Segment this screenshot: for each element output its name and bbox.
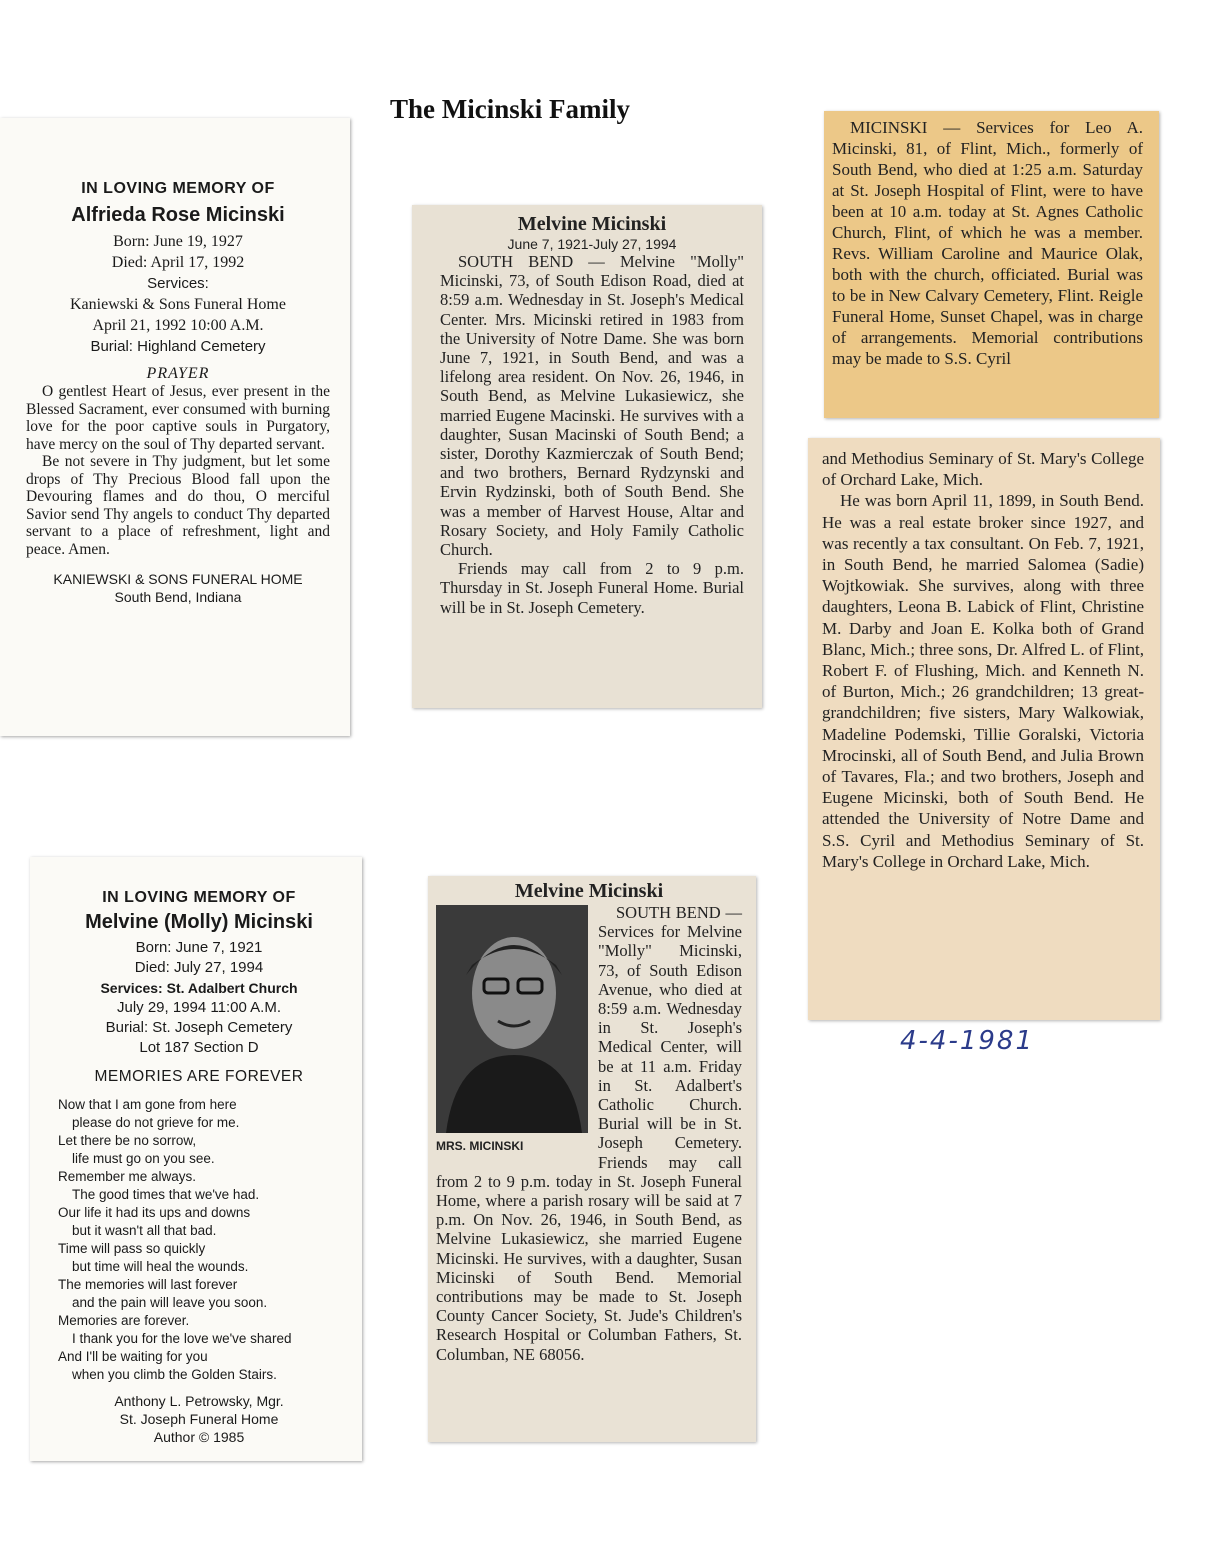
clipping-dates: June 7, 1921-July 27, 1994 [507,236,677,252]
poem [50,1096,348,1384]
card-name: Alfrieda Rose Micinski [71,204,285,226]
poem-line: The memories will last forever [58,1277,238,1292]
clipping-paragraph: and Methodius Seminary of St. Mary's College of Orchard Lake, Mich. [822,449,1144,490]
clipping-paragraph: Friends may call from 2 to 9 p.m. Thursday in St. Joseph Funeral Home. Burial will be in St. Joseph Cemetery. [440,559,744,617]
card-name: Melvine (Molly) Micinski [85,911,313,933]
poem-line: when you climb the Golden Stairs. [72,1367,277,1382]
poem-line: Now that I am gone from here [58,1097,237,1112]
memories-title: MEMORIES ARE FOREVER [94,1068,304,1085]
clipping-headline: Melvine Micinski [517,213,667,235]
page-title: The Micinski Family [389,94,630,124]
card-died: Died: July 27, 1994 [134,959,264,976]
poem-line: please do not grieve for me. [72,1115,240,1130]
clipping-body [436,903,742,1364]
card-burial: Burial: Highland Cemetery [90,338,266,355]
poem-line: I thank you for the love we've shared [72,1331,292,1346]
funeral-home-city: South Bend, Indiana [114,589,242,605]
poem-line: Let there be no sorrow, [58,1133,197,1148]
obituary-clipping-melvine-1 [412,205,762,708]
portrait-photo [436,905,588,1133]
poem-line: Memories are forever. [58,1313,190,1328]
poem-line: Our life it had its ups and downs [58,1205,251,1220]
card-burial: Burial: St. Joseph Cemetery [105,1019,293,1036]
clipping-body [822,448,1144,872]
portrait [436,905,588,1156]
prayer-paragraph: Be not severe in Thy judgment, but let some drops of Thy Precious Blood fall upon the Devouring flames and do thou, O merciful Savior send Thy angels to conduct Thy departed servant to a place of refreshment, light and peace. Amen. [26,453,330,558]
card-footer [26,570,330,606]
clipping-body [832,117,1143,369]
card-born: Born: June 7, 1921 [135,939,263,956]
clipping-paragraph: SOUTH BEND — Melvine "Molly" Micinski, 73, of South Edison Road, died at 8:59 a.m. Wednesday in St. Joseph's Medical Center. Mrs. Micinski retired in 1983 from the University of Notre Dame. She was born June 7, 1921, in South Bend, and was a lifelong area resident. On Nov. 26, 1946, in South Bend, as Melvine Lukasiewicz, she married Eugene Macinski. He survives with a daughter, Susan Macinski of South Bend; a sister, Dorothy Kazmierczak of South Bend; and two brothers, Bernard Rydzynski and Ervin Rydzinski, both of South Bend. She was a member of Harvest House, Altar and Rosary Society, and Holy Family Catholic Church. [440,252,744,560]
card-heading: IN LOVING MEMORY OF [102,889,296,906]
card-services-time: April 21, 1992 10:00 A.M. [92,317,264,334]
card-services-place: Kaniewski & Sons Funeral Home [70,296,286,313]
portrait-caption: MRS. MICINSKI [436,1139,524,1153]
poem-line: life must go on you see. [72,1151,215,1166]
poem-line: and the pain will leave you soon. [72,1295,268,1310]
author-line: Author © 1985 [153,1429,245,1445]
poem-line: Remember me always. [58,1169,197,1184]
prayer-text [26,383,330,558]
poem-line: but it wasn't all that bad. [72,1223,217,1238]
poem-line: Time will pass so quickly [58,1241,206,1256]
obituary-clipping-leo-2 [808,438,1160,1020]
memorial-card-alfrieda [0,118,350,736]
card-heading: IN LOVING MEMORY OF [81,180,275,197]
prayer-paragraph: O gentlest Heart of Jesus, ever present in the Blessed Sacrament, ever consumed with burning love for the poor captive souls in Purgatory, have mercy on the soul of Thy departed servant. [26,383,330,453]
handwritten-date: 4-4-1981 [900,1026,1035,1056]
card-services-label: Services: [147,275,209,292]
card-lot: Lot 187 Section D [139,1039,259,1056]
clipping-body [440,252,744,617]
poem-line: but time will heal the wounds. [72,1259,249,1274]
obituary-clipping-leo-1 [824,111,1159,418]
card-services-time: July 29, 1994 11:00 A.M. [117,999,281,1016]
poem-line: The good times that we've had. [72,1187,260,1202]
author-line: St. Joseph Funeral Home [119,1411,279,1427]
clipping-paragraph: MICINSKI — Services for Leo A. Micinski, 81, of Flint, Mich., formerly of South Bend, who died at 1:25 a.m. Saturday at St. Joseph Hospital of Flint, were to have been at 10 a.m. today at St. Agnes Catholic Church, Flint, of which he was a member. Revs. William Caroline and Maurice Olak, both with the church, officiated. Burial was to be in New Calvary Cemetery, Flint. Reigle Funeral Home, Sunset Chapel, was in charge of arrangements. Memorial contributions may be made to S.S. Cyril [832,118,1143,368]
portrait-image [436,905,588,1133]
card-born: Born: June 19, 1927 [113,233,243,250]
card-died: Died: April 17, 1992 [111,254,245,271]
card-services: Services: St. Adalbert Church [100,980,298,996]
obituary-clipping-melvine-2 [428,876,756,1442]
prayer-title: PRAYER [146,365,210,382]
poem-line: And I'll be waiting for you [58,1349,208,1364]
clipping-paragraph: SOUTH BEND — Services for Melvine "Molly" Micinski, 73, of South Edison Avenue, who died at 8:59 a.m. Wednesday in St. Joseph's Medical Center, will be at 11 a.m. Friday in St. Adalbert's Catholic Church. Burial will be in St. Joseph Cemetery. Friends may call from 2 to 9 p.m. today in St. Joseph Funeral Home, where a parish rosary will be said at 7 p.m. On Nov. 26, 1946, in South Bend, as Melvine Lukasiewicz, she married Eugene Micinski. He survives, with a daughter, Susan Micinski of South Bend. Memorial contributions may be made to St. Joseph County Cancer Society, St. Jude's Children's Research Hospital or Columban Fathers, St. Columban, NE 68056. [436,903,742,1364]
memorial-card-melvine [30,857,362,1461]
author-line: Anthony L. Petrowsky, Mgr. [114,1393,284,1409]
clipping-headline: Melvine Micinski [514,880,664,902]
funeral-home-name: KANIEWSKI & SONS FUNERAL HOME [53,571,303,587]
clipping-paragraph: He was born April 11, 1899, in South Bend. He was a real estate broker since 1927, and was recently a tax consultant. On Feb. 7, 1921, in South Bend, he married Salomea (Sadie) Wojtkowiak. She survives, along with three daughters, Leona B. Labick of Flint, Christine M. Darby and Joan E. Kolka both of Grand Blanc, Mich.; three sons, Dr. Alfred L. of Flint, Robert F. of Flushing, Mich. and Kenneth N. of Burton, Mich.; 26 grandchildren; 13 great-grandchildren; five sisters, Mary Walkowiak, Madeline Podemski, Tillie Goralski, Victoria Mrocinski, all of South Bend, and Julia Brown of Tavares, Fla.; and two brothers, Joseph and Eugene Micinski, both of South Bend. He attended the University of Notre Dame and S.S. Cyril and Methodius Seminary of St. Mary's College in Orchard Lake, Mich. [822,491,1144,871]
card-footer [50,1392,348,1446]
